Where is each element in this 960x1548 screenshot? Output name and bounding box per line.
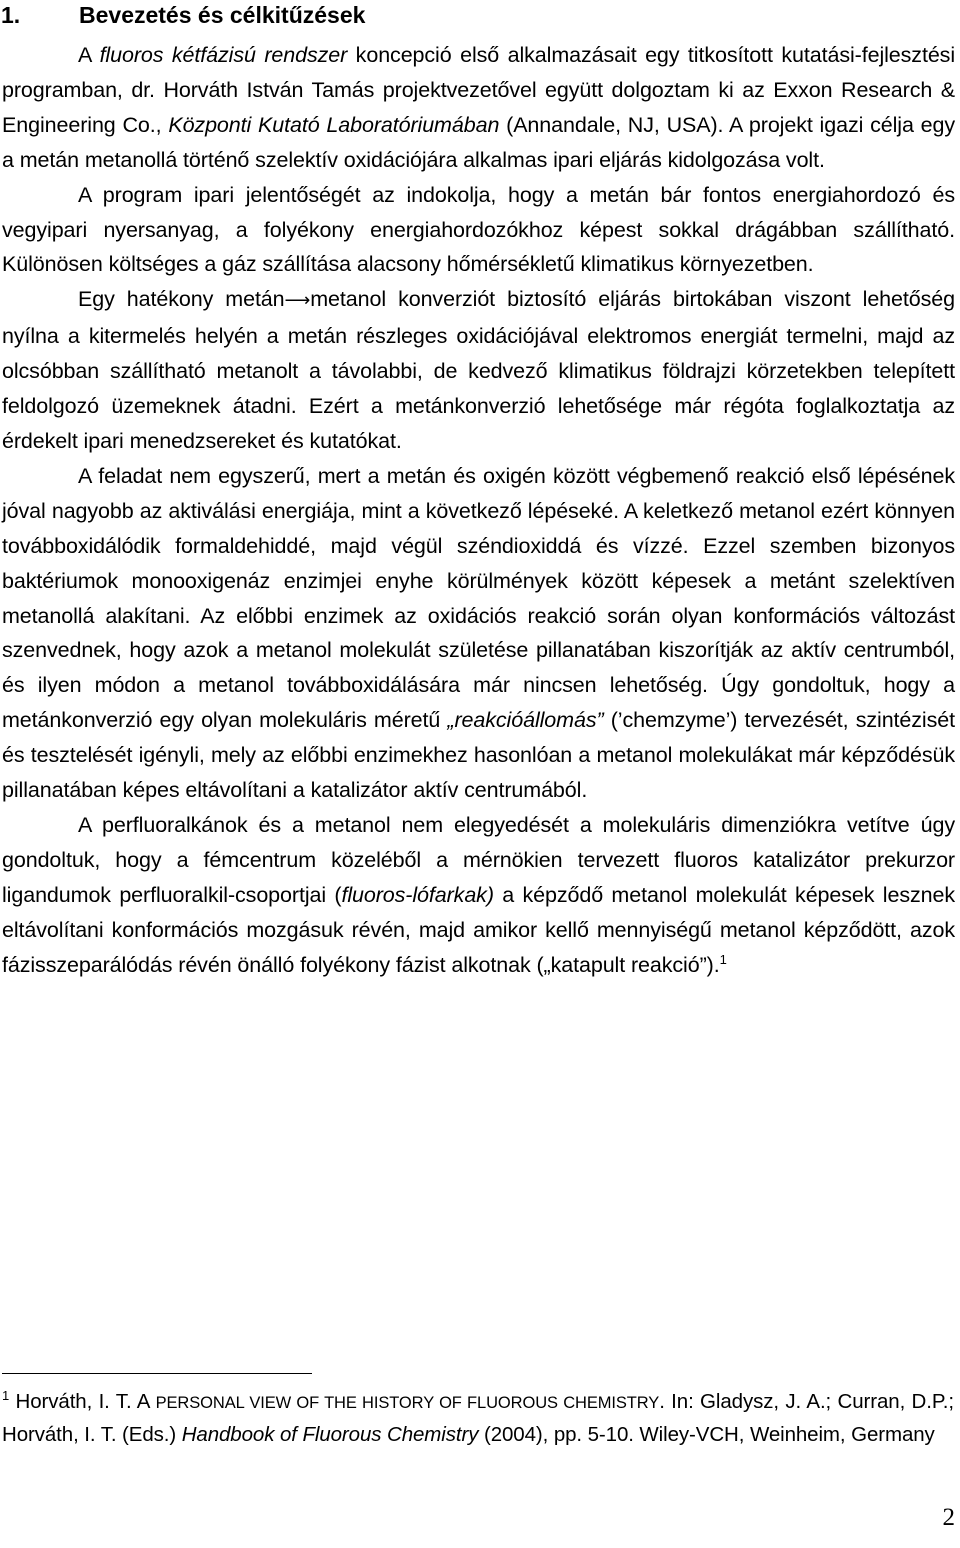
paragraph-2: A program ipari jelentőségét az indokolja, hogy a metán bár fontos energiahordozó és vegyipari nyersanyag, a folyékony energiahordozókhoz képest sokkal drágábban szállítható. Különösen költséges a gáz szállítása alacsony hőmérsékletű klimatikus környezetben. <box>2 182 955 277</box>
text-run: . In: Gladysz, J. A.; Curran, D.P.; Horváth, I. T. (Eds.) <box>2 1390 954 1446</box>
page-number: 2 <box>942 1504 955 1531</box>
text-run: (’chemzyme’) tervezését, szintézisét és tesztelését igényli, mely az előbbi enzimekhez hasonlóan a metanol molekulákat már képződésük pillanatában képes eltávolítani a katalizátor aktív centrumából. <box>2 708 955 803</box>
footnote <box>2 1386 954 1451</box>
text-run: (Annandale, NJ, USA). A projekt igazi célja egy a metán metanollá történő szelektív oxidációjára alkalmas ipari eljárás kidolgozása volt. <box>2 112 955 172</box>
text-run: A <box>78 43 100 67</box>
text-run: metanol konverziót biztosító eljárás birtokában viszont lehetőség nyílna a kitermelés helyén a metán részleges oxidációjával elektromos energiát termelni, majd az olcsóbban szállítható metanolt a távolabbi, de kedvező klimatikus földrajzi körzetekben telepített feldolgozó üzemeknek átadni. Ezért a metánkonverzió lehetősége már régóta foglalkoztatja az érdekelt ipari menedzsereket és kutatókat. <box>2 287 955 453</box>
text-run: a képződő metanol molekulát képesek lesznek eltávolítani konformációs mozgásuk révén, majd amikor kellő mennyiségű metanol képződött, azok fázisszeparálódás révén önálló folyékony fázist alkotnak („katapult reakció”). <box>2 882 955 977</box>
section-title: Bevezetés és célkitűzések <box>79 2 366 28</box>
footnote-reference[interactable]: 1 <box>719 951 727 967</box>
text-run: (2004), pp. 5-10. Wiley-VCH, Weinheim, Germany <box>478 1423 935 1446</box>
footnote-marker: 1 <box>2 1388 10 1404</box>
emphasis: „reakcióállomás” <box>447 708 604 733</box>
text-run: Horváth, I. T. <box>9 1390 137 1413</box>
text-run: Egy hatékony metán <box>78 287 285 312</box>
text-run: A feladat nem egyszerű, mert a metán és oxigén között végbemenő reakció első lépésének jóval nagyobb az aktiválási energiája, mint a következő lépéseké. A keletkező metanol ezért könnyen továbboxidálódik formaldehiddé, majd végül széndioxiddá és vízzé. Ezzel szemben bizonyos baktériumok monooxigenáz enzimjei enyhe körülmények között képesek a metánt szelektíven metanollá alakítani. Az előbbi enzimek az oxidációs reakció során olyan konformációs változást szenvednek, hogy azok a metanol molekulát születése pillanatában kiszorítják az aktív centrumból, és ilyen módon a metanol továbboxidálására már nincsen lehetőség. Úgy gondoltuk, hogy a metánkonverzió egy olyan molekuláris méretű <box>2 463 955 733</box>
section-number: 1. <box>1 2 21 28</box>
paragraph-5 <box>2 808 955 983</box>
paragraph-4 <box>2 459 955 808</box>
emphasis: Központi Kutató Laboratóriumában <box>168 112 500 137</box>
text-run: A perfluoralkánok és a metanol nem elegyedését a molekuláris dimenziókra vetítve úgy gondoltuk, hogy a fémcentrum közeléből a mérnökien tervezett fluoros katalizátor prekurzor ligandumok perfluoralkil-csoportjai ( <box>2 812 955 907</box>
emphasis: fluoros kétfázisú rendszer <box>99 43 348 67</box>
body-text <box>2 38 955 982</box>
text-run: A <box>136 1390 156 1413</box>
text-run: koncepció első alkalmazásait egy titkosított kutatási-fejlesztési programban, dr. Horváth István Tamás projektvezetővel együtt dolgoztam ki az Exxon Research & Engineering Co., <box>2 43 956 137</box>
book-title: Handbook of Fluorous Chemistry <box>181 1423 479 1446</box>
emphasis: fluoros-lófarkak) <box>341 882 494 907</box>
section-heading <box>1 0 365 30</box>
paragraph-1 <box>2 38 955 178</box>
right-arrow-icon: ⟶ <box>284 290 311 312</box>
paragraph-3 <box>2 282 955 459</box>
small-caps-title: PERSONAL VIEW OF THE HISTORY OF FLUOROUS CHEMISTRY <box>155 1394 660 1412</box>
footnote-separator <box>2 1373 312 1374</box>
